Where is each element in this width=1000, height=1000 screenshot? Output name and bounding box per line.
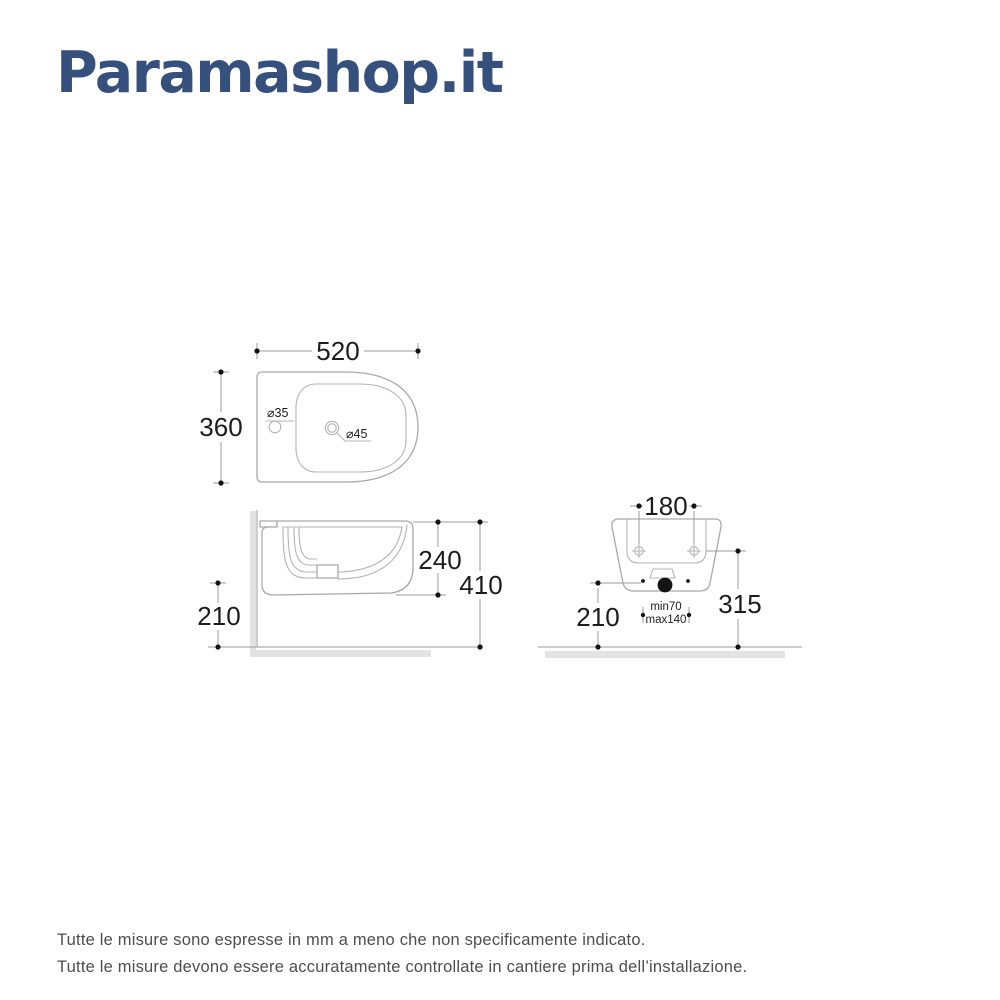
dim-180-dot [691,503,696,508]
bidet-drain-seat [317,565,338,578]
front-view [538,491,802,658]
floor-shadow [250,650,431,657]
dim-minmax-dot [641,613,645,617]
dim-210f-dot [595,644,600,649]
dim-360-dot [218,480,223,485]
drain-hole-label: ⌀45 [346,427,368,441]
top-view [199,336,420,486]
dim-side-clearance-label: 210 [197,601,241,631]
dim-180-dot [636,503,641,508]
dim-front-clearance-label: 210 [576,602,620,632]
dim-front-centers-label: 180 [644,491,688,521]
floor-shadow-front [545,651,785,658]
dim-minmax-dot [687,613,691,617]
dim-360-dot [218,369,223,374]
drain-side-dot [641,579,645,583]
dim-side-height-label: 410 [459,570,503,600]
wall-shadow [250,511,256,653]
dim-front-fixing-height-label: 315 [718,589,762,619]
footer-notes [57,927,747,981]
footer-note-line1: Tutte le misure sono espresse in mm a meno che non specificamente indicato. [57,931,646,949]
dim-410-dot [477,644,482,649]
dim-315-dot [735,644,740,649]
drain-side-dot [686,579,690,583]
dim-520-dot [415,348,420,353]
dim-240-dot [435,592,440,597]
dim-210f-dot [595,580,600,585]
dim-315-dot [735,548,740,553]
footer-note-line2: Tutte le misure devono essere accuratamente controllate in cantiere prima dell’installazione. [57,958,748,976]
drain-offset-max-label: max140 [645,614,687,626]
faucet-hole-label: ⌀35 [267,406,289,420]
dim-side-body-label: 240 [418,545,462,575]
drain-offset-min-label: min70 [650,601,682,613]
dim-top-depth-label: 360 [199,412,243,442]
bidet-profile-ledge [260,521,277,527]
side-view [197,510,502,657]
brand-logo: Paramashop.it [56,40,503,106]
dim-520-dot [254,348,259,353]
dim-410-dot [477,519,482,524]
dim-top-width-label: 520 [316,336,360,366]
dim-240-dot [435,519,440,524]
dim-210s-dot [215,644,220,649]
drain-outlet [658,578,673,593]
dim-210s-dot [215,580,220,585]
